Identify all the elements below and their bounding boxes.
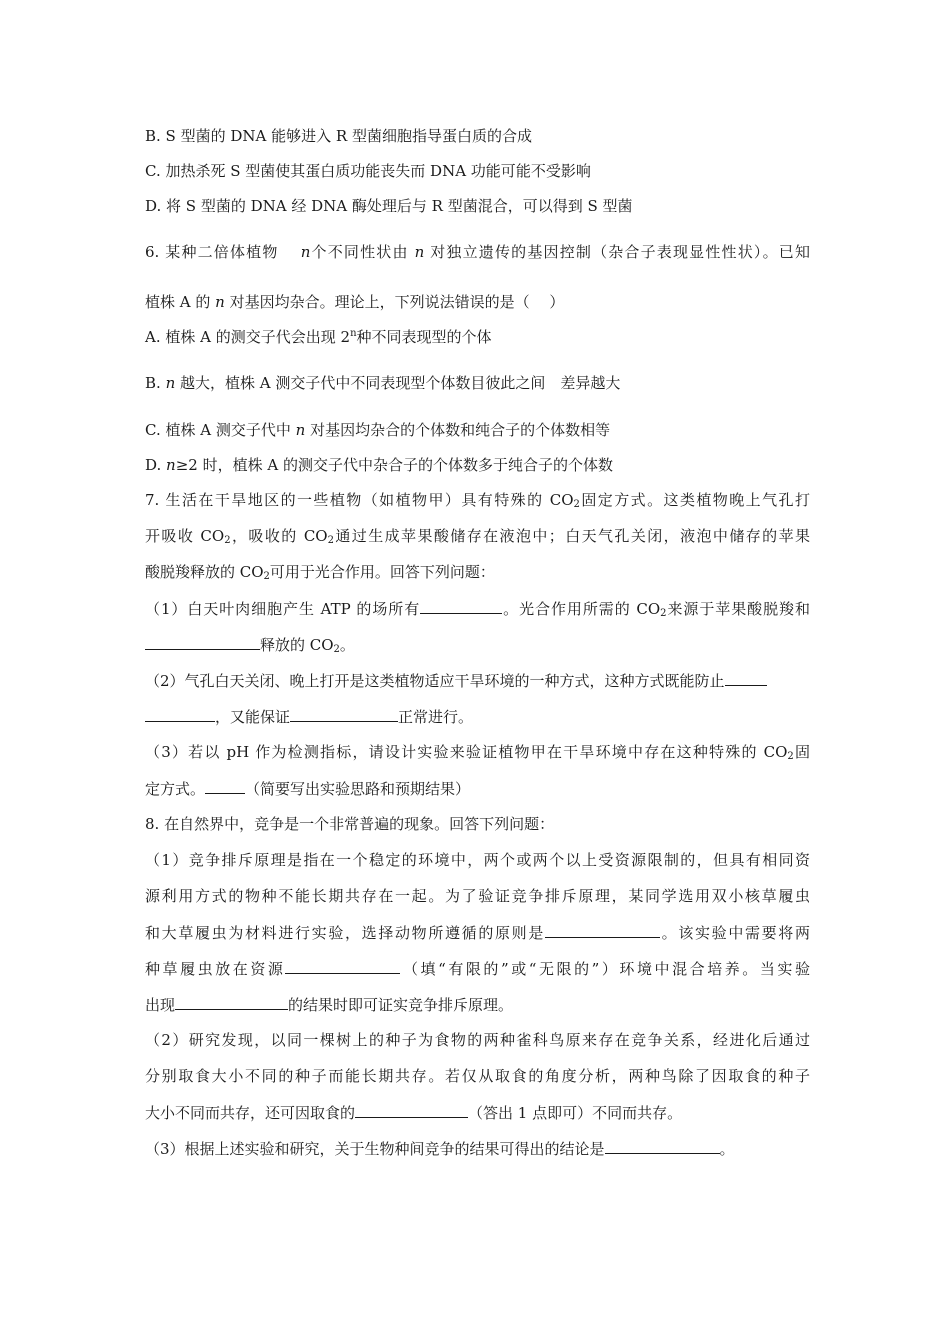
- q7-part-3-line-1: （3）若以 pH 作为检测指标，请设计实验来验证植物甲在干旱环境中存在这种特殊的 $CO_2$固: [145, 743, 810, 762]
- q6-stem-line-2: 植株 A 的 n 对基因均杂合。理论上，下列说法错误的是（ ）: [145, 293, 565, 311]
- answer-blank[interactable]: [145, 634, 260, 650]
- q7-stem-line-3: 酸脱羧释放的 $CO_2$可用于光合作用。回答下列问题：: [145, 563, 495, 582]
- q8-part-2-line-3: 大小不同而共存，还可因取食的 （答出 1 点即可）不同而共存。: [145, 1104, 683, 1122]
- q8-part-2-line-1: （2）研究发现，以同一棵树上的种子为食物的两种雀科鸟原来存在竞争关系，经进化后通过: [145, 1031, 810, 1049]
- q8-part-1-line-5: 出现 的结果时即可证实竞争排斥原理。: [145, 996, 514, 1014]
- q8-stem: 8. 在自然界中，竞争是一个非常普遍的现象。回答下列问题：: [145, 815, 555, 833]
- q6-option-d: D. n≥2 时，植株 A 的测交子代中杂合子的个体数多于纯合子的个体数: [145, 456, 613, 474]
- q7-stem-line-1: 7. 生活在干旱地区的一些植物（如植物甲）具有特殊的 $CO_2$固定方式。这类植物晚上气孔打: [145, 491, 810, 510]
- q7-part-2-line-1: （2）气孔白天关闭、晚上打开是这类植物适应干旱环境的一种方式，这种方式既能防止: [145, 670, 810, 691]
- q7-stem-line-2: 开吸收 $CO_2$，吸收的 $CO_2$通过生成苹果酸储存在液泡中；白天气孔关闭，液泡中储存的苹果: [145, 527, 810, 546]
- q5-option-d: D. 将 S 型菌的 DNA 经 DNA 酶处理后与 R 型菌混合，可以得到 S 型菌: [145, 197, 633, 215]
- q7-part-1-line-1: （1）白天叶肉细胞产生 ATP 的场所有 。光合作用所需的 $CO_2$来源于苹果酸脱羧和: [145, 600, 810, 619]
- q8-part-1-line-4: 种草履虫放在资源 （填“有限的”或“无限的”）环境中混合培养。当实验: [145, 960, 810, 978]
- answer-blank[interactable]: [145, 706, 215, 722]
- answer-blank[interactable]: [545, 922, 660, 938]
- q6-stem-line-1: 6. 某种二倍体植物 n个不同性状由 n 对独立遗传的基因控制（杂合子表现显性性状）。已知: [145, 243, 810, 261]
- q8-part-3: （3）根据上述实验和研究，关于生物种间竞争的结果可得出的结论是 。: [145, 1140, 735, 1158]
- answer-blank[interactable]: [355, 1102, 468, 1118]
- answer-blank[interactable]: [175, 994, 288, 1010]
- q6-option-a: A. 植株 A 的测交子代会出现 2$^n$种不同表现型的个体: [145, 328, 492, 346]
- q8-part-1-line-1: （1）竞争排斥原理是指在一个稳定的环境中，两个或两个以上受资源限制的，但具有相同资: [145, 851, 810, 869]
- q7-part-1-line-2: 释放的 $CO_2$。: [145, 634, 810, 655]
- q7-part-3-line-2: 定方式。 （简要写出实验思路和预期结果）: [145, 780, 471, 798]
- q8-part-2-line-2: 分别取食大小不同的种子而能长期共存。若仅从取食的角度分析，两种鸟除了因取食的种子: [145, 1067, 810, 1085]
- q5-option-c: C. 加热杀死 S 型菌使其蛋白质功能丧失而 DNA 功能可能不受影响: [145, 162, 591, 180]
- q8-part-1-line-2: 源利用方式的物种不能长期共存在一起。为了验证竞争排斥原理，某同学选用双小核草履虫: [145, 887, 810, 905]
- answer-blank[interactable]: [285, 958, 400, 974]
- answer-blank[interactable]: [420, 598, 502, 614]
- answer-blank[interactable]: [290, 706, 398, 722]
- q5-option-b: B. S 型菌的 DNA 能够进入 R 型菌细胞指导蛋白质的合成: [145, 127, 532, 145]
- q8-part-1-line-3: 和大草履虫为材料进行实验，选择动物所遵循的原则是 。该实验中需要将两: [145, 924, 810, 942]
- q6-option-b: B. n 越大，植株 A 测交子代中不同表现型个体数目彼此之间 差异越大: [145, 374, 621, 392]
- answer-blank[interactable]: [205, 778, 245, 794]
- q7-part-2-line-2: ，又能保证 正常进行。: [145, 706, 810, 727]
- q6-option-c: C. 植株 A 测交子代中 n 对基因均杂合的个体数和纯合子的个体数相等: [145, 421, 611, 439]
- answer-blank[interactable]: [605, 1138, 720, 1154]
- answer-blank[interactable]: [725, 670, 767, 686]
